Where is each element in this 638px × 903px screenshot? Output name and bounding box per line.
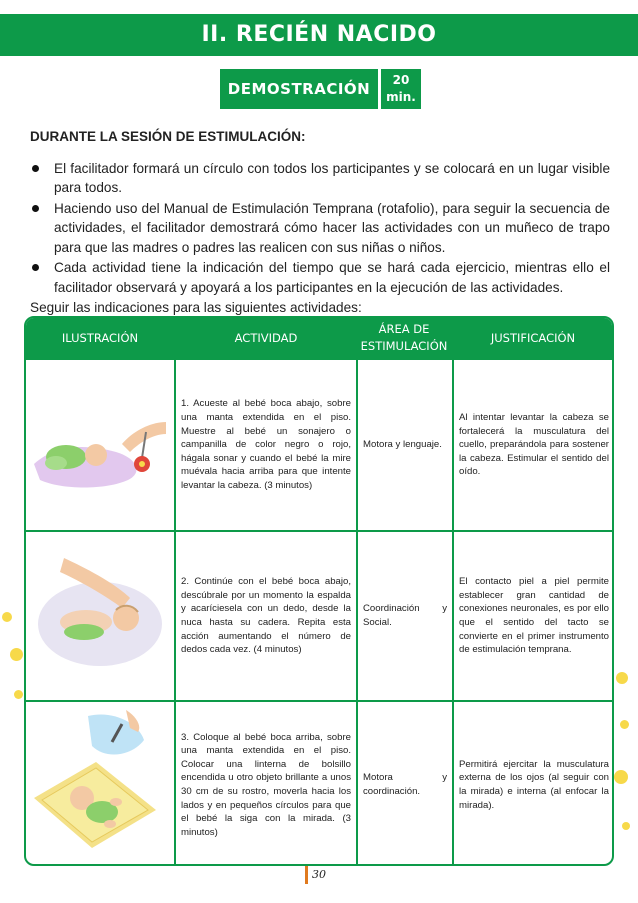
bullet-icon (32, 165, 39, 172)
area-text: Coordinación y Social. (363, 603, 447, 628)
bullet-text: Haciendo uso del Manual de Estimulación Temprana (rotafolio), para seguir la secuencia de actividades, el facilitador demostrará cómo hacer las actividades con un muñeco de trapo para que las madres o padres las realicen con sus niñas o niños. (54, 200, 610, 255)
table-row (26, 358, 612, 530)
decorative-dot (14, 690, 23, 699)
decorative-dot (2, 612, 12, 622)
header-area: ÁREA DE ESTIMULACIÓN (360, 322, 448, 353)
decorative-dot (616, 672, 628, 684)
decorative-dot (620, 720, 629, 729)
activity-cell (174, 532, 356, 700)
baby-rattle-image (26, 360, 174, 530)
activity-text: 3. Coloque al bebé boca arriba, sobre una manta extendida en el piso. Colocar una linterna de bolsillo encendida u otro objeto brillante a unos 30 cm de su rostro, moverla hacia los lados y en pequeños círculos para que el bebé la siga con la mirada. (3 minutos) (181, 731, 351, 838)
demo-badge (220, 69, 421, 109)
header-illustration: ILUSTRACIÓN (61, 330, 139, 345)
demo-time (381, 69, 421, 109)
bullet-icon (32, 264, 39, 271)
illustration-baby-rattle (26, 360, 174, 530)
bullet-item (30, 258, 610, 297)
justification-cell (452, 702, 614, 866)
activity-text: 1. Acueste al bebé boca abajo, sobre una manta extendida en el piso. Muestre al bebé un sonajero o campanilla de color negro o rojo, hágala sonar y cuando el bebé la mire muévala hacia arriba para que intente levantar la cabeza. (3 minutos) (181, 398, 351, 491)
area-text: Motora y lenguaje. (363, 439, 442, 451)
activity-text: 2. Continúe con el bebé boca abajo, descúbrale por un momento la espalda y acaríciesela con un dedo, desde la nuca hasta su cadera. Repita esta acción aumentando el número de dedos cada vez. (4 minutos) (181, 576, 351, 656)
header-justification: JUSTIFICACIÓN (490, 330, 576, 345)
header-activity: ACTIVIDAD (234, 330, 298, 345)
justification-text: Al intentar levantar la cabeza se fortalecerá la musculatura del cuello, preparándola para sostener la cabeza. Estimular el sentido del oído. (459, 412, 609, 478)
baby-flashlight-image (26, 702, 174, 866)
demo-time-value: 20 (392, 73, 410, 87)
table-header (26, 318, 614, 358)
illustration-baby-caress (26, 532, 174, 700)
decorative-dot (10, 648, 23, 661)
table-row (26, 700, 612, 866)
justification-cell (452, 532, 614, 700)
justification-cell (452, 360, 614, 530)
decorative-dot (622, 822, 630, 830)
area-cell (356, 532, 452, 700)
demo-time-unit: min. (386, 90, 416, 104)
bullet-list (30, 159, 610, 298)
activity-cell (174, 360, 356, 530)
baby-caress-image (26, 532, 174, 700)
intro-section (30, 127, 610, 318)
bullet-item (30, 199, 610, 258)
justification-text: Permitirá ejercitar la musculatura externa de los ojos (al seguir con la mirada) e interna (al enfocar la mirada). (459, 758, 609, 811)
bullet-text: Cada actividad tiene la indicación del tiempo que se hará cada ejercicio, mientras ello el facilitador observará y apoyará a los participantes en la ejecución de las actividades. (54, 260, 610, 295)
area-cell (356, 360, 452, 530)
table-row (26, 530, 612, 700)
justification-text: El contacto piel a piel permite establecer gran cantidad de conexiones neuronales, es por ello que el sentido del tacto se convierte en el primer instrumento de estimulación temprana. (459, 576, 609, 656)
page-number: 30 (305, 866, 326, 884)
follow-instructions: Seguir las indicaciones para las siguientes actividades: (30, 300, 362, 315)
section-heading: DURANTE LA SESIÓN DE ESTIMULACIÓN: (30, 129, 306, 144)
bullet-icon (32, 205, 39, 212)
page-title: II. RECIÉN NACIDO (201, 22, 437, 47)
bullet-item (30, 159, 610, 198)
demo-label: DEMOSTRACIÓN (220, 69, 378, 109)
decorative-dot (614, 770, 628, 784)
area-text: Motora y coordinación. (363, 772, 447, 797)
area-cell (356, 702, 452, 866)
activities-table (24, 316, 614, 866)
illustration-baby-flashlight (26, 702, 174, 866)
header-banner (0, 0, 638, 58)
bullet-text: El facilitador formará un círculo con todos los participantes y se colocará en un lugar visible para todos. (54, 160, 610, 195)
activity-cell (174, 702, 356, 866)
